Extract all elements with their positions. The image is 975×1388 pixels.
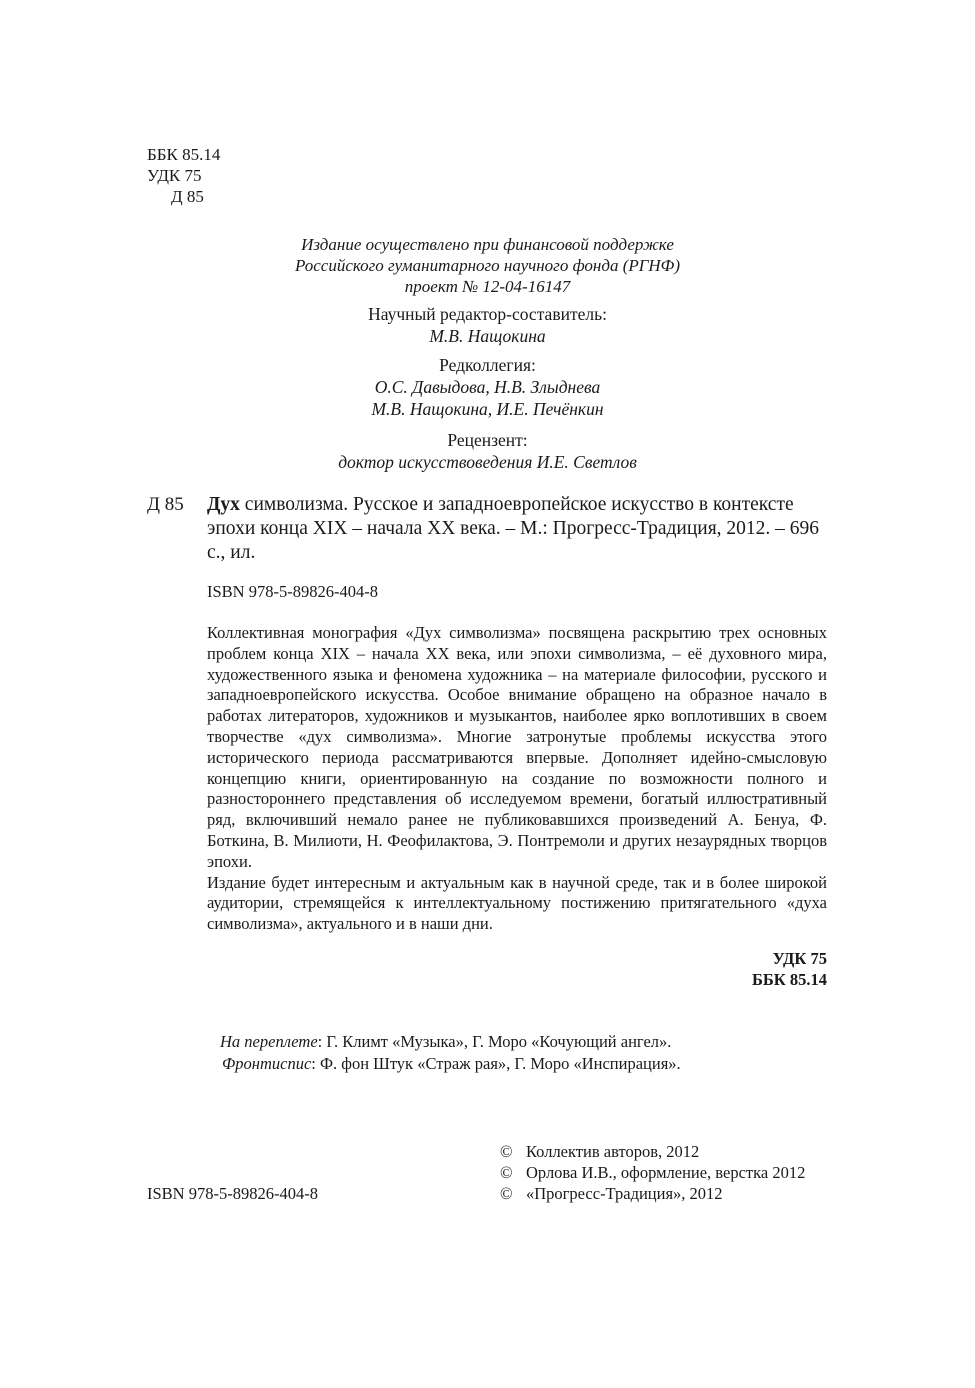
udk-code: УДК 75 [147,166,202,185]
copyright-text: Орлова И.В., оформление, верстка 2012 [526,1163,806,1182]
main-author-mark: Д 85 [147,494,184,515]
frontispiece-text: : Ф. фон Штук «Страж рая», Г. Моро «Инспирация». [311,1054,681,1073]
editor-block [0,303,975,347]
copyright-line [500,1162,805,1183]
bbk-code-right: ББК 85.14 [751,970,827,989]
binding-text: : Г. Климт «Музыка», Г. Моро «Кочующий ангел». [317,1032,672,1051]
author-mark: Д 85 [171,187,204,206]
bbk-code: ББК 85.14 [147,145,221,164]
isbn-top: ISBN 978-5-89826-404-8 [207,582,378,601]
abstract-paragraph: Коллективная монография «Дух символизма» посвящена раскрытию трех основных проблем конца XIX – начала XX века, или эпохи символизма, – её духовного мира, художественного языка и феномена художника – на материале философии, русского и западноевропейского искусства. Особое внимание обращено на образное начало в работах литераторов, художников и музыкантов, наиболее ярко воплотивших в своем творчестве «дух символизма». Многие затронутые проблемы искусства этого исторического периода рассматриваются впервые. Дополняет идейно-смысловую концепцию книги, ориентированную на создание по возможности полного и разностороннего представления об исследуемом времени, богатый иллюстративный ряд, включивший немало ранее не публиковавшихся произведений А. Бенуа, Ф. Боткина, В. Милиоти, Н. Феофилактова, Э. Понтремоли и других незаурядных творцов эпохи. [207,623,827,871]
illustration-credits [220,1031,681,1075]
udk-code-right: УДК 75 [772,949,827,968]
reviewer-label: Рецензент: [447,430,528,450]
reviewer-name: доктор искусствоведения И.Е. Светлов [338,452,637,472]
copyright-icon: © [500,1142,513,1161]
copyright-notices [500,1141,805,1204]
board-line: О.С. Давыдова, Н.В. Злыднева [374,377,601,397]
board-label: Редколлегия: [439,355,536,375]
copyright-text: «Прогресс-Традиция», 2012 [526,1184,723,1203]
binding-label: На переплете [220,1032,318,1051]
funding-note [0,234,975,297]
bibliographic-entry [207,493,827,565]
funding-line: проект № 12-04-16147 [404,277,571,296]
funding-line: Издание осуществлено при финансовой поддержке [301,235,674,254]
classification-codes [147,144,220,207]
board-line: М.В. Нащокина, И.Е. Печёнкин [371,399,604,419]
title-bold-word: Дух [207,494,240,515]
title-rest: символизма. Русское и западноевропейское искусство в контексте эпохи конца XIX – начала XX века. – М.: Прогресс-Традиция, 2012. – 696 с., ил. [207,494,820,563]
frontispiece-label: Фронтиспис [222,1054,312,1073]
classification-codes-right [752,948,827,990]
copyright-icon: © [500,1184,513,1203]
editor-label: Научный редактор-составитель: [368,304,607,324]
editor-name: М.В. Нащокина [429,326,546,346]
copyright-line [500,1141,805,1162]
abstract-paragraph: Издание будет интересным и актуальным как в научной среде, так и в более широкой аудитории, стремящейся к интеллектуальному постижению притягательного «духа символизма», актуального и в наши дни. [207,872,827,934]
abstract [207,623,827,935]
editorial-board-block [0,354,975,420]
isbn-bottom: ISBN 978-5-89826-404-8 [147,1184,318,1203]
copyright-text: Коллектив авторов, 2012 [526,1142,700,1161]
copyright-icon: © [500,1163,513,1182]
binding-credit [220,1031,681,1053]
frontispiece-credit [222,1053,681,1075]
reviewer-block [0,429,975,473]
funding-line: Российского гуманитарного научного фонда (РГНФ) [294,256,681,275]
copyright-line [500,1183,805,1204]
